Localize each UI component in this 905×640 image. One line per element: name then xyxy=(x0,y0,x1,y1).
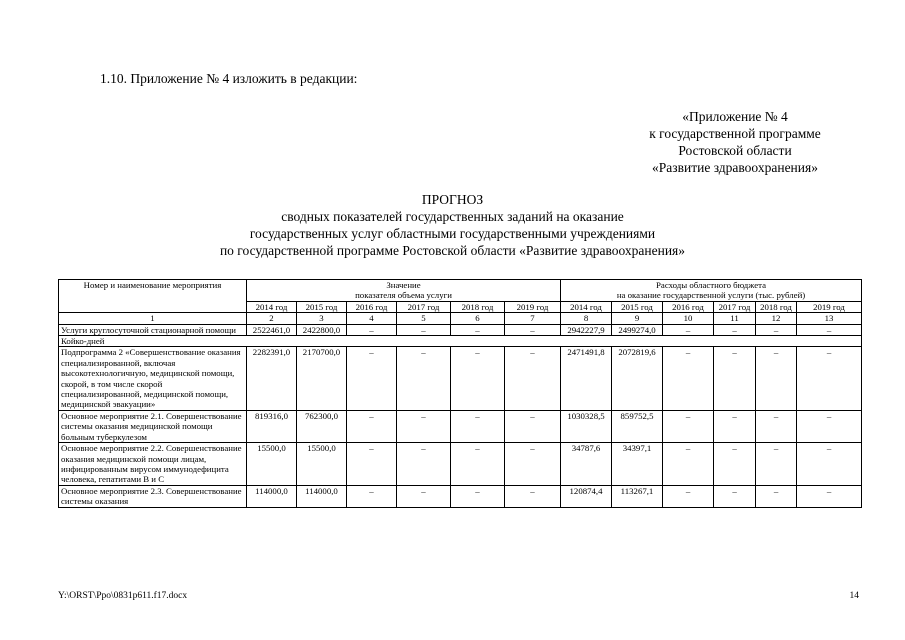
row-name: Основное мероприятие 2.1. Совершенствование системы оказания медицинской помощи больным туберкулезом xyxy=(59,410,247,442)
year-header: 2014 год xyxy=(247,301,297,312)
row-value: – xyxy=(505,324,561,335)
row-value: 15500,0 xyxy=(247,443,297,486)
row-value: 15500,0 xyxy=(297,443,347,486)
section-label: Койко-дней xyxy=(59,336,862,347)
row-value: – xyxy=(505,485,561,507)
year-header: 2017 год xyxy=(397,301,451,312)
year-header: 2016 год xyxy=(347,301,397,312)
column-number: 1 xyxy=(59,313,247,324)
row-value: 114000,0 xyxy=(247,485,297,507)
column-numbers-row xyxy=(59,313,862,324)
heading-line-2: сводных показателей государственных заданий на оказание xyxy=(281,209,624,224)
header-row xyxy=(59,280,862,302)
annex-line-3: Ростовской области xyxy=(678,143,792,158)
year-header: 2019 год xyxy=(505,301,561,312)
header-group-volume xyxy=(247,280,561,302)
row-name: Основное мероприятие 2.3. Совершенствование системы оказания xyxy=(59,485,247,507)
row-value: 2170700,0 xyxy=(297,347,347,410)
header-group-expenses xyxy=(561,280,862,302)
row-value: – xyxy=(714,347,756,410)
year-header: 2016 год xyxy=(663,301,714,312)
year-header: 2018 год xyxy=(756,301,797,312)
column-number: 9 xyxy=(612,313,663,324)
row-value: – xyxy=(451,347,505,410)
column-number: 7 xyxy=(505,313,561,324)
row-value: 120874,4 xyxy=(561,485,612,507)
row-value: – xyxy=(756,324,797,335)
row-value: – xyxy=(347,485,397,507)
header-group-expenses-line-2: на оказание государственной услуги (тыс. рублей) xyxy=(616,290,806,301)
row-value: 113267,1 xyxy=(612,485,663,507)
year-header: 2017 год xyxy=(714,301,756,312)
row-value: 2499274,0 xyxy=(612,324,663,335)
row-value: 2282391,0 xyxy=(247,347,297,410)
row-value: – xyxy=(347,443,397,486)
row-value: – xyxy=(505,443,561,486)
row-value: – xyxy=(756,443,797,486)
annex-line-2: к государственной программе xyxy=(649,126,821,141)
row-value: – xyxy=(797,443,862,486)
row-value: – xyxy=(756,347,797,410)
header-group-volume-line-1: Значение xyxy=(386,280,421,290)
table-row xyxy=(59,485,862,507)
row-value: – xyxy=(663,443,714,486)
row-value: 819316,0 xyxy=(247,410,297,442)
heading-line-3: государственных услуг областными государственными учреждениями xyxy=(249,226,656,241)
row-value: 2471491,8 xyxy=(561,347,612,410)
intro-paragraph: 1.10. Приложение № 4 изложить в редакции: xyxy=(100,71,358,86)
row-value: – xyxy=(663,324,714,335)
footer-page-number: 14 xyxy=(849,591,859,601)
row-value: 2422800,0 xyxy=(297,324,347,335)
table-row xyxy=(59,410,862,442)
column-number: 4 xyxy=(347,313,397,324)
column-number: 12 xyxy=(756,313,797,324)
row-name: Услуги круглосуточной стационарной помощи xyxy=(59,324,247,335)
row-value: – xyxy=(714,324,756,335)
row-value: – xyxy=(451,443,505,486)
column-number: 2 xyxy=(247,313,297,324)
annex-line-1: «Приложение № 4 xyxy=(682,109,788,124)
row-value: – xyxy=(397,324,451,335)
row-value: – xyxy=(347,410,397,442)
row-value: – xyxy=(347,347,397,410)
row-value: – xyxy=(797,485,862,507)
row-value: – xyxy=(451,410,505,442)
year-header: 2014 год xyxy=(561,301,612,312)
row-value: – xyxy=(451,324,505,335)
row-value: – xyxy=(347,324,397,335)
row-value: – xyxy=(397,485,451,507)
column-number: 8 xyxy=(561,313,612,324)
row-value: 34397,1 xyxy=(612,443,663,486)
document-heading xyxy=(0,191,905,259)
row-value: 2072819,6 xyxy=(612,347,663,410)
row-value: 34787,6 xyxy=(561,443,612,486)
row-value: – xyxy=(397,410,451,442)
heading-title: ПРОГНОЗ xyxy=(421,192,484,207)
row-name: Основное мероприятие 2.2. Совершенствование оказания медицинской помощи лицам, инфицированным вирусом иммунодефицита человека, гепатитами В и С xyxy=(59,443,247,486)
row-value: – xyxy=(451,485,505,507)
table-row xyxy=(59,336,862,347)
row-value: – xyxy=(797,347,862,410)
year-header: 2015 год xyxy=(297,301,347,312)
year-header: 2019 год xyxy=(797,301,862,312)
header-group-volume-line-2: показателя объема услуги xyxy=(355,290,452,301)
row-name: Подпрограмма 2 «Совершенствование оказания специализированной, включая высокотехнологичную, медицинской помощи, скорой, в том числе скорой специализированной, медицинской помощи, медицинской эвакуации» xyxy=(59,347,247,410)
column-number: 13 xyxy=(797,313,862,324)
row-value: – xyxy=(756,410,797,442)
row-value: – xyxy=(397,347,451,410)
row-value: 2942227,9 xyxy=(561,324,612,335)
header-group-expenses-line-1: Расходы областного бюджета xyxy=(656,280,766,290)
year-header: 2015 год xyxy=(612,301,663,312)
row-value: 114000,0 xyxy=(297,485,347,507)
row-value: – xyxy=(714,410,756,442)
row-value: – xyxy=(714,485,756,507)
table-row xyxy=(59,443,862,486)
row-value: 1030328,5 xyxy=(561,410,612,442)
annex-header xyxy=(625,108,845,176)
row-value: – xyxy=(505,347,561,410)
forecast-table xyxy=(58,279,862,508)
row-value: – xyxy=(397,443,451,486)
row-value: – xyxy=(505,410,561,442)
table-body xyxy=(59,280,862,508)
row-value: – xyxy=(663,410,714,442)
row-value: 2522461,0 xyxy=(247,324,297,335)
row-value: 859752,5 xyxy=(612,410,663,442)
table-row xyxy=(59,324,862,335)
row-value: – xyxy=(797,324,862,335)
table-row xyxy=(59,347,862,410)
row-value: – xyxy=(756,485,797,507)
row-value: – xyxy=(663,347,714,410)
row-value: – xyxy=(714,443,756,486)
column-number: 11 xyxy=(714,313,756,324)
header-col-name: Номер и наименование мероприятия xyxy=(59,280,247,313)
row-value: – xyxy=(663,485,714,507)
column-number: 5 xyxy=(397,313,451,324)
row-value: 762300,0 xyxy=(297,410,347,442)
column-number: 6 xyxy=(451,313,505,324)
heading-line-4: по государственной программе Ростовской области «Развитие здравоохранения» xyxy=(219,243,686,258)
year-header: 2018 год xyxy=(451,301,505,312)
annex-line-4: «Развитие здравоохранения» xyxy=(652,160,818,175)
footer-file-path: Y:\ORST\Ppo\0831p611.f17.docx xyxy=(58,591,188,601)
row-value: – xyxy=(797,410,862,442)
column-number: 3 xyxy=(297,313,347,324)
column-number: 10 xyxy=(663,313,714,324)
